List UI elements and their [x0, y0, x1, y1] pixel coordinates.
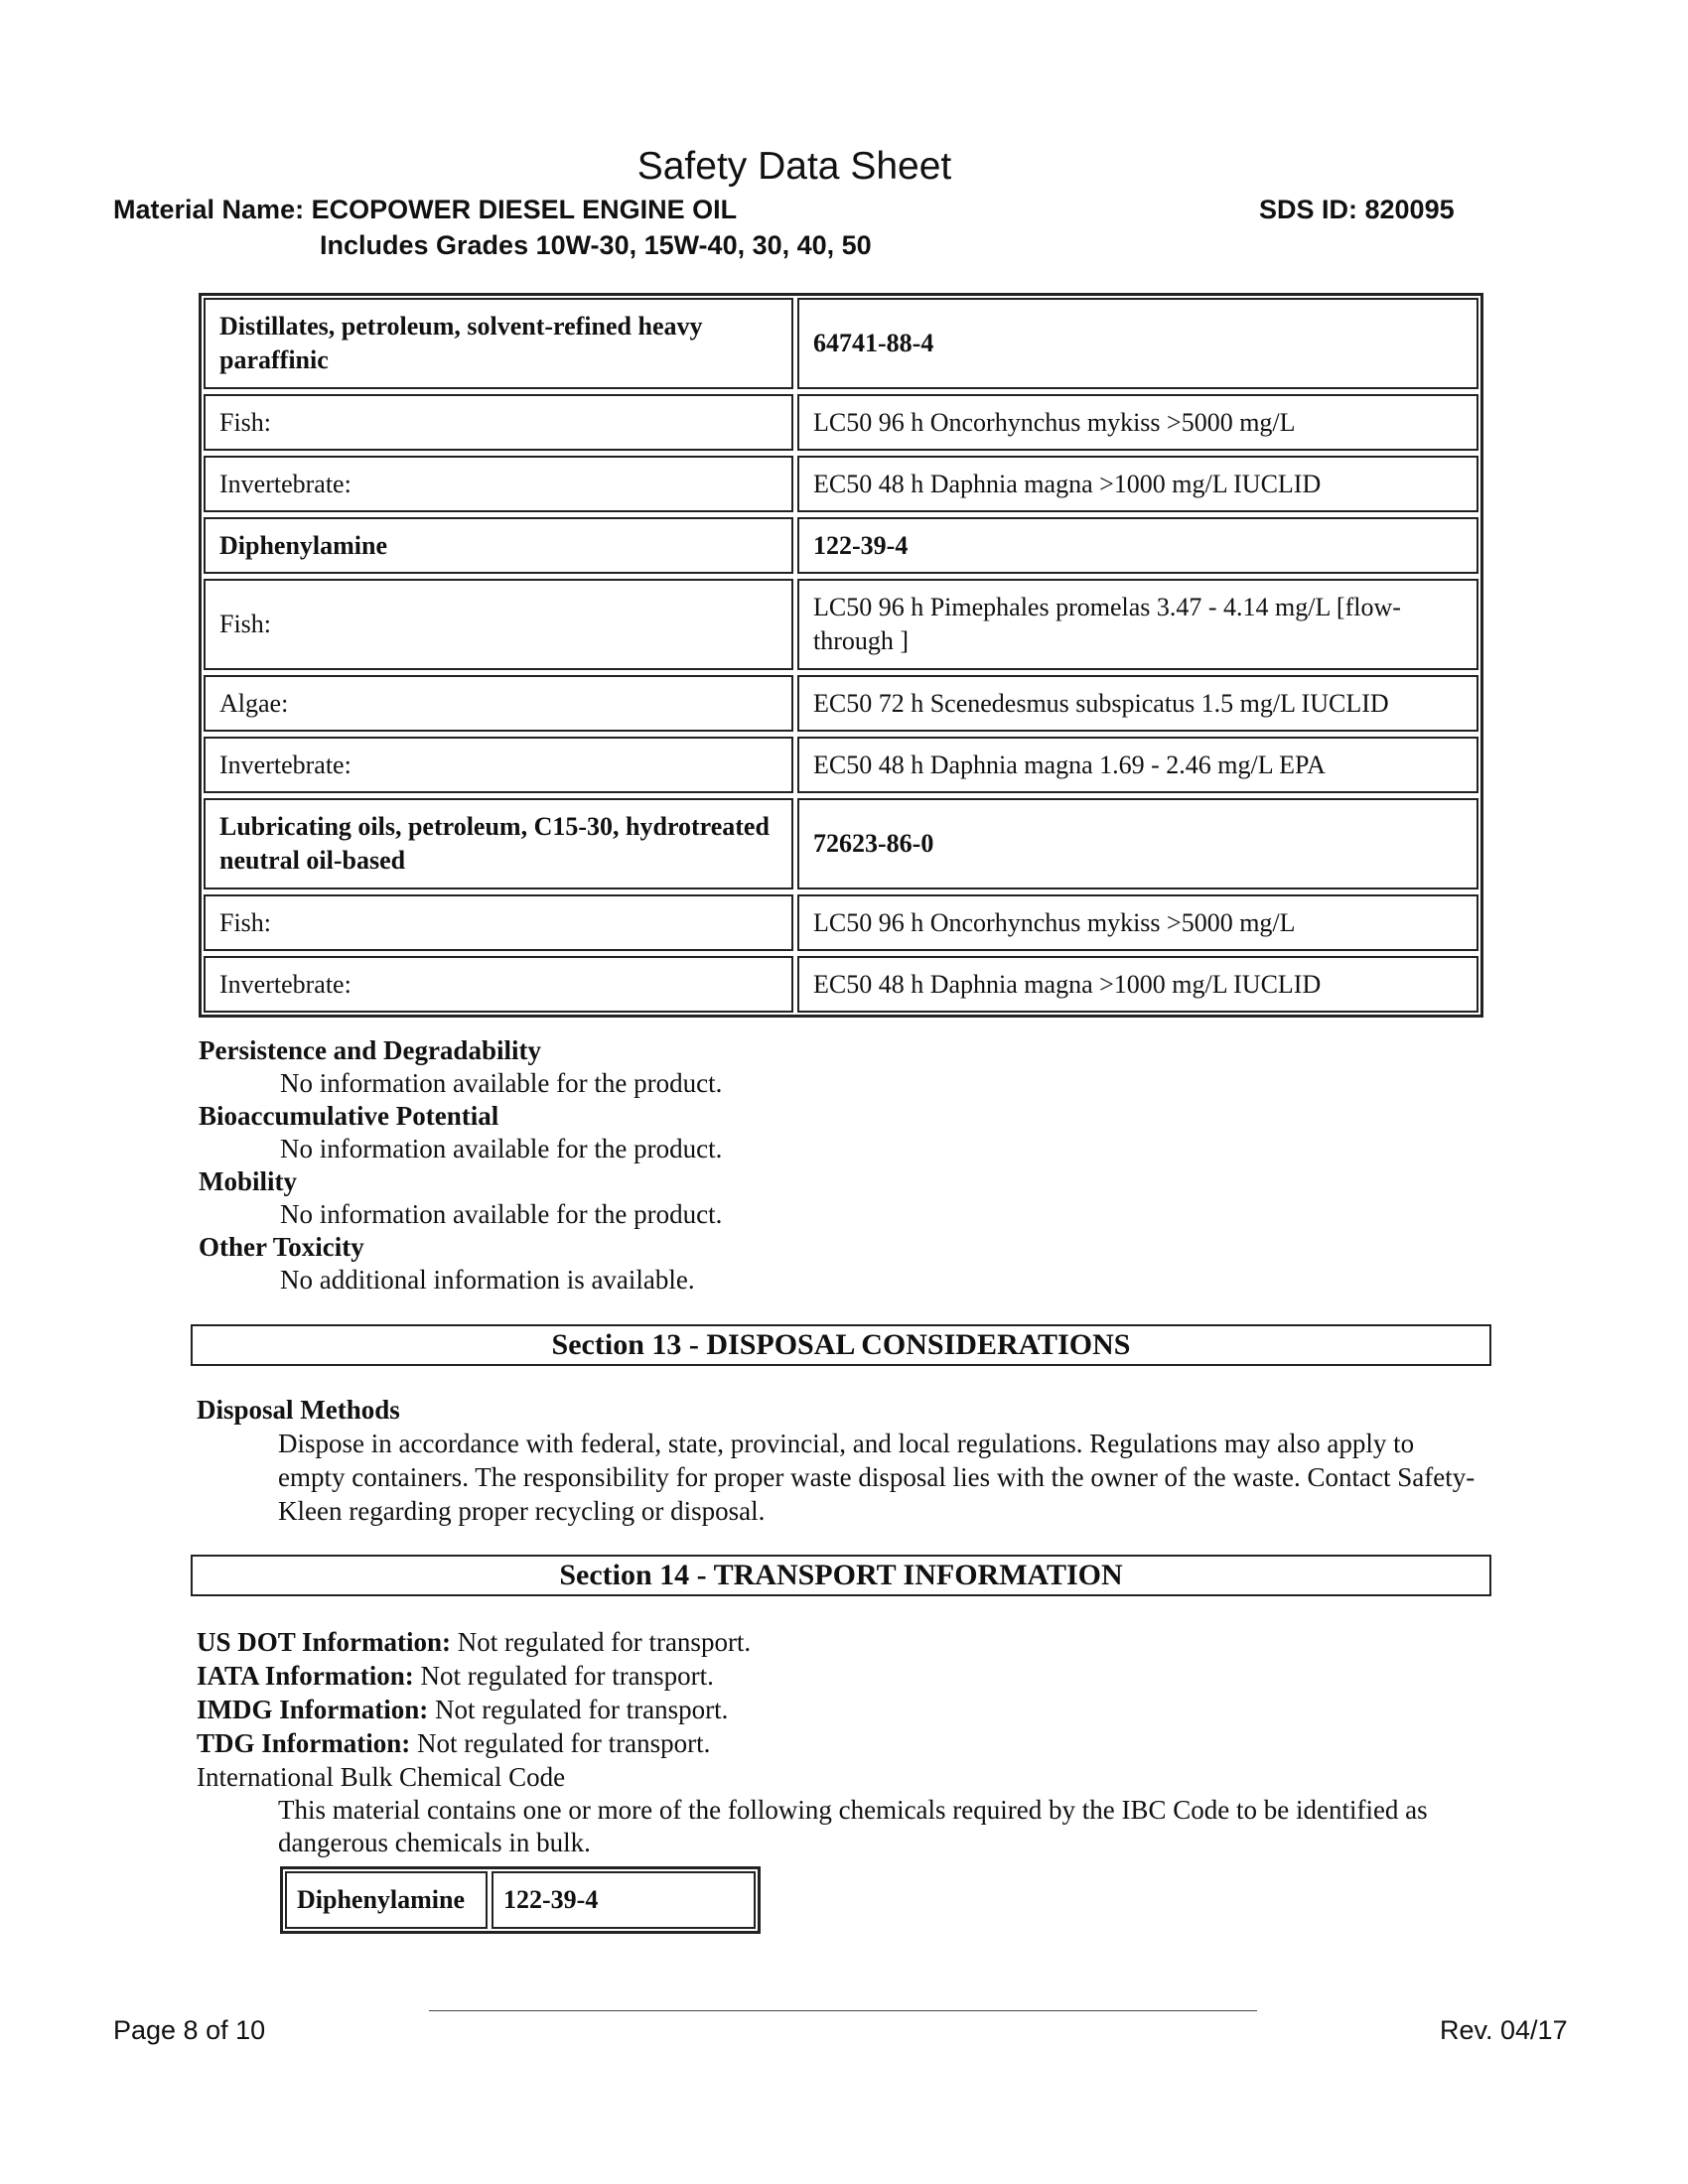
imdg-value: Not regulated for transport. — [428, 1695, 729, 1724]
disposal-text: Dispose in accordance with federal, state, provincial, and local regulations. Regulations may also apply to empty containers. The responsibility for proper waste disposal lies with the owner of the waste. Contact Safety-Kleen regarding proper recycling or disposal. — [278, 1429, 1476, 1526]
persistence-text: No information available for the product. — [280, 1068, 723, 1098]
us-dot-label: US DOT Information: — [197, 1627, 452, 1657]
imdg-label: IMDG Information: — [197, 1695, 429, 1724]
table-row — [204, 956, 1478, 1013]
disposal-heading: Disposal Methods — [197, 1395, 400, 1425]
ibc-table — [280, 1866, 761, 1934]
ibc-heading: International Bulk Chemical Code — [197, 1762, 566, 1792]
other-toxicity-text: No additional information is available. — [280, 1265, 695, 1295]
iata-line — [197, 1659, 1507, 1693]
iata-value: Not regulated for transport. — [413, 1661, 714, 1691]
table-row — [204, 456, 1478, 512]
bioaccumulative-heading: Bioaccumulative Potential — [199, 1101, 499, 1131]
table-cell-cas: 64741-88-4 — [797, 298, 1478, 389]
sds-id: SDS ID: 820095 — [1259, 195, 1455, 224]
table-cell-substance: Lubricating oils, petroleum, C15-30, hydrotreated neutral oil-based — [204, 798, 793, 889]
ibc-text: This material contains one or more of the following chemicals required by the IBC Code to be identified as dangerous chemicals in bulk. — [278, 1795, 1428, 1857]
table-cell-result: EC50 48 h Daphnia magna >1000 mg/L IUCLID — [797, 956, 1478, 1013]
table-row — [204, 798, 1478, 889]
table-row — [204, 737, 1478, 793]
transport-info — [197, 1625, 1507, 1859]
table-cell-organism: Invertebrate: — [204, 956, 793, 1013]
table-cell-result: EC50 72 h Scenedesmus subspicatus 1.5 mg/L IUCLID — [797, 675, 1478, 732]
table-row — [204, 517, 1478, 574]
ibc-chemical-cell: Diphenylamine — [285, 1871, 488, 1929]
section-14-heading: Section 14 - TRANSPORT INFORMATION — [191, 1555, 1491, 1596]
ibc-cas-cell: 122-39-4 — [492, 1871, 756, 1929]
tdg-value: Not regulated for transport. — [410, 1728, 711, 1758]
ecological-info-sections — [199, 1034, 1489, 1297]
material-name: Material Name: ECOPOWER DIESEL ENGINE OIL — [113, 195, 738, 224]
revision: Rev. 04/17 — [1440, 2015, 1568, 2045]
table-cell-organism: Invertebrate: — [204, 456, 793, 512]
table-row — [204, 394, 1478, 451]
tdg-line — [197, 1726, 1507, 1760]
table-cell-organism: Fish: — [204, 894, 793, 951]
disposal-methods — [197, 1394, 1487, 1528]
table-row — [204, 894, 1478, 951]
table-cell-result: LC50 96 h Oncorhynchus mykiss >5000 mg/L — [797, 394, 1478, 451]
table-cell-result: EC50 48 h Daphnia magna >1000 mg/L IUCLID — [797, 456, 1478, 512]
tdg-label: TDG Information: — [197, 1728, 411, 1758]
page-number: Page 8 of 10 — [113, 2015, 266, 2045]
table-cell-cas: 122-39-4 — [797, 517, 1478, 574]
table-cell-organism: Algae: — [204, 675, 793, 732]
table-cell-organism: Invertebrate: — [204, 737, 793, 793]
table-cell-result: EC50 48 h Daphnia magna 1.69 - 2.46 mg/L EPA — [797, 737, 1478, 793]
bioaccumulative-text: No information available for the product. — [280, 1134, 723, 1163]
iata-label: IATA Information: — [197, 1661, 414, 1691]
table-cell-substance: Distillates, petroleum, solvent-refined heavy paraffinic — [204, 298, 793, 389]
mobility-text: No information available for the product. — [280, 1199, 723, 1229]
section-13-heading: Section 13 - DISPOSAL CONSIDERATIONS — [191, 1324, 1491, 1366]
table-row — [204, 579, 1478, 670]
grades-line: Includes Grades 10W-30, 15W-40, 30, 40, 50 — [320, 230, 872, 260]
ecotoxicity-table — [199, 293, 1483, 1018]
table-cell-result: LC50 96 h Oncorhynchus mykiss >5000 mg/L — [797, 894, 1478, 951]
table-cell-organism: Fish: — [204, 579, 793, 670]
document-title: Safety Data Sheet — [636, 145, 952, 188]
imdg-line — [197, 1693, 1507, 1726]
mobility-heading: Mobility — [199, 1166, 297, 1196]
us-dot-value: Not regulated for transport. — [451, 1627, 752, 1657]
footer-divider — [429, 2010, 1257, 2011]
other-toxicity-heading: Other Toxicity — [199, 1232, 364, 1262]
table-row — [204, 298, 1478, 389]
table-cell-organism: Fish: — [204, 394, 793, 451]
us-dot-line — [197, 1625, 1507, 1659]
table-cell-substance: Diphenylamine — [204, 517, 793, 574]
table-row — [204, 675, 1478, 732]
table-cell-result: LC50 96 h Pimephales promelas 3.47 - 4.14 mg/L [flow-through ] — [797, 579, 1478, 670]
table-cell-cas: 72623-86-0 — [797, 798, 1478, 889]
persistence-heading: Persistence and Degradability — [199, 1035, 541, 1065]
